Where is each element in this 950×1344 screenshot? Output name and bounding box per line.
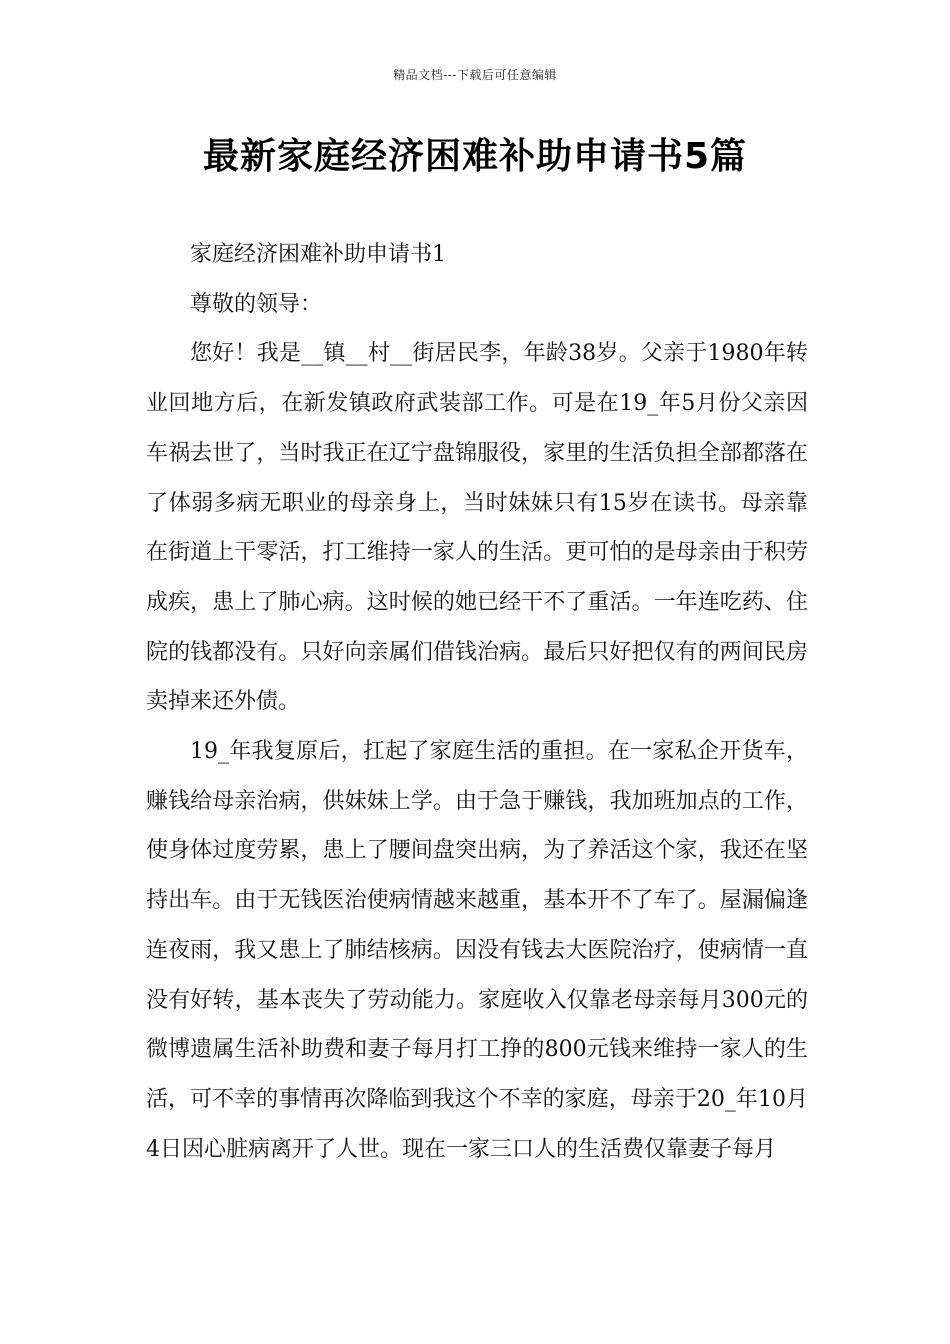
- header-note: 精品文档---下载后可任意编辑: [393, 68, 557, 82]
- section-heading: 家庭经济困难补助申请书1: [190, 242, 446, 267]
- document-title: 最新家庭经济困难补助申请书5篇: [202, 136, 748, 177]
- body-paragraph: 19_年我复原后，扛起了家庭生活的重担。在一家私企开货车，赚钱给母亲治病，供妹妹上学。由于急于赚钱，我加班加点的工作，使身体过度劳累，患上了腰间盘突出病，为了养活这个家，我还在坚持出车。由于无钱医治使病情越来越重，基本开不了车了。屋漏偏逢连夜雨，我又患上了肺结核病。因没有钱去大医院治疗，使病情一直没有好转，基本丧失了劳动能力。家庭收入仅靠老母亲每月300元的微博遗属生活补助费和妻子每月打工挣的800元钱来维持一家人的生活，可不幸的事情再次降临到我这个不幸的家庭，母亲于20_年10月4日因心脏病离开了人世。现在一家三口人的生活费仅靠妻子每月: [146, 739, 808, 1162]
- body-paragraph: 您好！我是__镇__村__街居民李，年龄38岁。父亲于1980年转业回地方后，在新发镇政府武装部工作。可是在19_年5月份父亲因车祸去世了，当时我正在辽宁盘锦服役，家里的生活负担全部都落在了体弱多病无职业的母亲身上，当时妹妹只有15岁在读书。母亲靠在街道上干零活，打工维持一家人的生活。更可怕的是母亲由于积劳成疾，患上了肺心病。这时候的她已经干不了重活。一年连吃药、住院的钱都没有。只好向亲属们借钱治病。最后只好把仅有的两间民房卖掉来还外债。: [146, 341, 808, 715]
- salutation: 尊敬的领导：: [190, 291, 323, 317]
- document-body: [146, 230, 808, 1174]
